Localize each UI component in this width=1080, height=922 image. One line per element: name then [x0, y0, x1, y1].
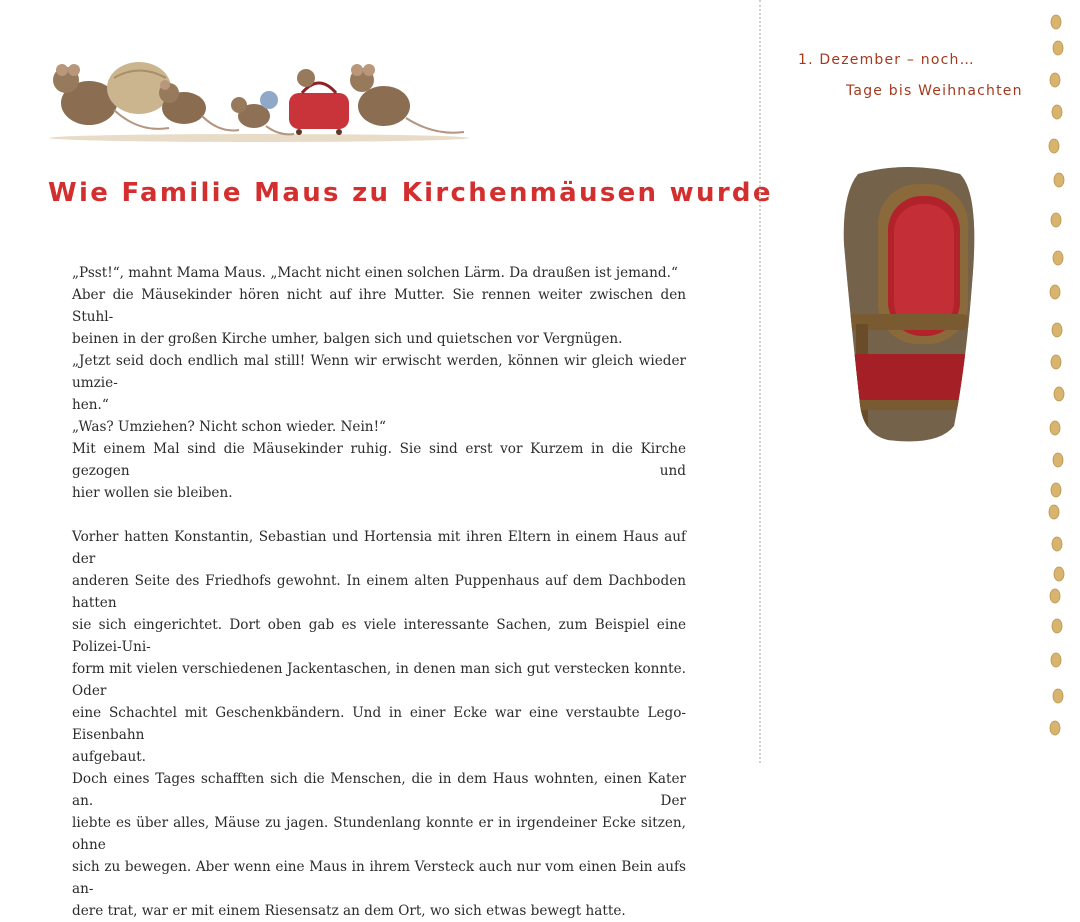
seed [1052, 105, 1062, 119]
story-line: Mit einem Mal sind die Mäusekinder ruhig. Sie sind erst vor Kurzem in die Kirche gezogen und [72, 441, 686, 479]
right-page [760, 0, 1080, 763]
seed [1050, 73, 1060, 87]
story-line: anderen Seite des Friedhofs gewohnt. In einem alten Puppenhaus auf dem Dachboden hatten [72, 573, 686, 611]
story-line: sie sich eingerichtet. Dort oben gab es viele interessante Sachen, zum Beispiel eine Polizei-Uni- [72, 617, 686, 655]
seed [1054, 567, 1064, 581]
days-until-christmas: Tage bis Weihnachten [846, 83, 1023, 99]
seed [1051, 653, 1061, 667]
seed [1052, 323, 1062, 337]
story-line: „Jetzt seid doch endlich mal still! Wenn wir erwischt werden, können wir gleich wieder umzie- [72, 353, 686, 391]
story-line: Doch eines Tages schafften sich die Menschen, die in dem Haus wohnten, einen Kater an. Der [72, 771, 686, 809]
story-line: dere trat, war er mit einem Riesensatz an dem Ort, wo sich etwas bewegt hatte. [72, 903, 626, 919]
seed [1050, 589, 1060, 603]
story-line: eine Schachtel mit Geschenkbändern. Und in einer Ecke war eine verstaubte Lego-Eisenbahn [72, 705, 686, 743]
seed [1054, 387, 1064, 401]
story-line: hier wollen sie bleiben. [72, 485, 233, 501]
seed [1051, 15, 1061, 29]
seed [1053, 251, 1063, 265]
seed [1052, 537, 1062, 551]
seed [1049, 139, 1059, 153]
story-line: aufgebaut. [72, 749, 146, 765]
seed [1053, 453, 1063, 467]
seed [1051, 355, 1061, 369]
paragraph-gap [72, 504, 686, 526]
story-text [72, 262, 686, 922]
seed [1054, 173, 1064, 187]
story-line: „Psst!“, mahnt Mama Maus. „Macht nicht einen solchen Lärm. Da draußen ist jemand.“ [72, 265, 678, 281]
seed [1051, 483, 1061, 497]
seed [1049, 505, 1059, 519]
seed [1052, 619, 1062, 633]
story-line: form mit vielen verschiedenen Jackentaschen, in denen man sich gut verstecken konnte. Oder [72, 661, 686, 699]
story-line: liebte es über alles, Mäuse zu jagen. Stundenlang konnte er in irgendeiner Ecke sitzen, ohne [72, 815, 686, 853]
seed [1053, 41, 1063, 55]
mice-family-illustration [44, 48, 474, 148]
story-line: Aber die Mäusekinder hören nicht auf ihre Mutter. Sie rennen weiter zwischen den Stuhl- [72, 287, 686, 325]
seed [1050, 421, 1060, 435]
seed-border-decoration [1042, 0, 1072, 763]
red-chair-illustration [838, 164, 978, 446]
story-line: beinen in der großen Kirche umher, balgen sich und quietschen vor Vergnügen. [72, 331, 623, 347]
seed [1051, 213, 1061, 227]
seed [1050, 721, 1060, 735]
story-line: hen.“ [72, 397, 109, 413]
story-line: Vorher hatten Konstantin, Sebastian und Hortensia mit ihren Eltern in einem Haus auf der [72, 529, 686, 567]
seed [1050, 285, 1060, 299]
story-title: Wie Familie Maus zu Kirchenmäusen wurde [48, 178, 773, 208]
seed [1053, 689, 1063, 703]
calendar-date: 1. Dezember – noch… [798, 52, 975, 68]
story-line: „Was? Umziehen? Nicht schon wieder. Nein!“ [72, 419, 386, 435]
story-line: sich zu bewegen. Aber wenn eine Maus in ihrem Versteck auch nur vom einen Bein aufs an- [72, 859, 686, 897]
